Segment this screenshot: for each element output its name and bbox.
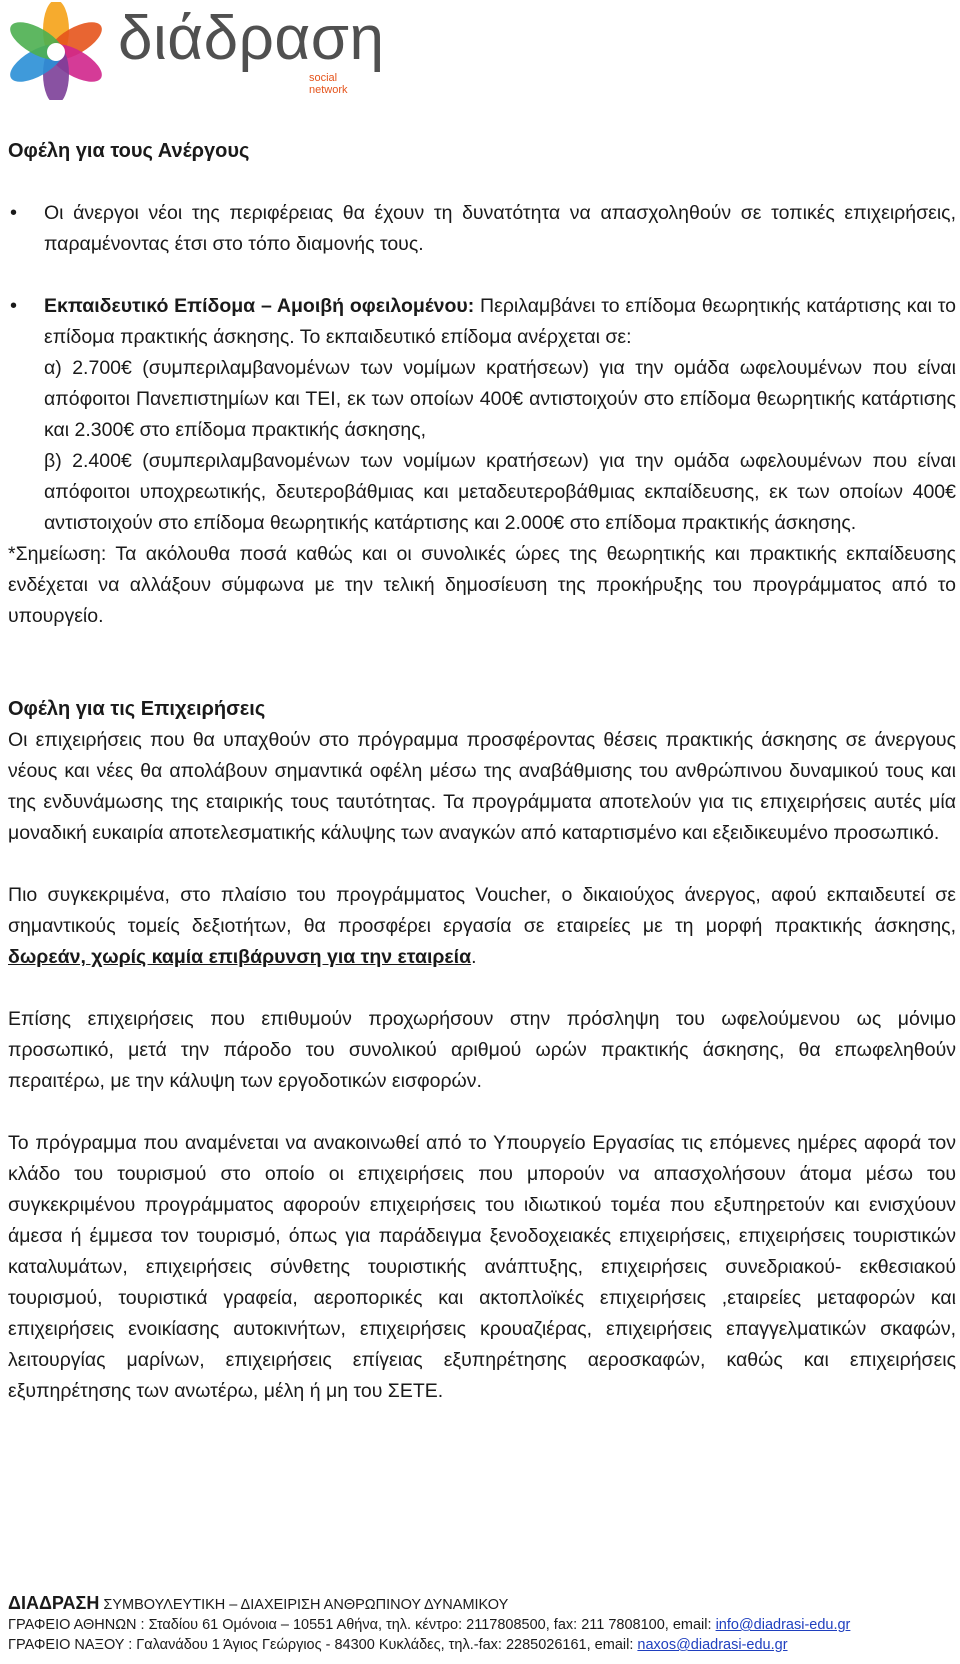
naxos-address: ΓΡΑΦΕΙΟ ΝΑΞΟΥ : Γαλανάδου 1 Άγιος Γεώργιος - 84300 Κυκλάδες, τηλ.-fax: 2285026161, email: [8,1637,638,1653]
document-body [8,136,956,1407]
footer-brand: ΔΙΑΔΡΑΣΗ [8,1593,100,1613]
paragraph-text: Πιο συγκεκριμένα, στο πλαίσιο του προγράμματος Voucher, ο δικαιούχος άνεργος, αφού εκπαιδευτεί σε σημαντικούς τομείς δεξιοτήτων, θα προσφέρει εργασία σε εταιρείες με τη μορφή πρακτικής άσκησης, [8,884,956,937]
paragraph: Επίσης επιχειρήσεις που επιθυμούν προχωρήσουν στην πρόσληψη του ωφελούμενου ως μόνιμο προσωπικό, μετά την πάροδο του συνολικού αριθμού ωρών πρακτικής άσκησης, θα επωφεληθούν περαιτέρω, με την κάλυψη των εργοδοτικών εισφορών. [8,1008,956,1092]
footer-athens-office [8,1615,956,1635]
logo-tagline: social network [309,72,348,96]
footer-naxos-office [8,1635,956,1655]
section-title-unemployed: Οφέλη για τους Ανέργους [8,140,250,162]
allowance-option-b: β) 2.400€ (συμπεριλαμβανομένων των νομίμων κρατήσεων) για την ομάδα ωφελουμένων που είναι απόφοιτοι υποχρεωτικής, δευτεροβάθμιας και μεταδευτεροβάθμιας εκπαίδευσης, εκ των οποίων 400€ αντιστοιχούν στο επίδομα θεωρητικής κατάρτισης και 2.000€ στο επίδομα πρακτικής άσκησης. [44,450,956,534]
section-title-businesses: Οφέλη για τις Επιχειρήσεις [8,698,266,720]
logo-pinwheel-icon [6,2,110,100]
footer-brand-sub: ΣΥΜΒΟΥΛΕΥΤΙΚΗ – ΔΙΑΧΕΙΡΙΣΗ ΑΝΘΡΩΠΙΝΟΥ ΔΥΝΑΜΙΚΟΥ [99,1597,509,1613]
paragraph [8,880,956,973]
logo-wordmark: διάδραση [118,4,385,73]
note-paragraph: *Σημείωση: Τα ακόλουθα ποσά καθώς και οι συνολικές ώρες της θεωρητικής και πρακτικής εκπαίδευσης ενδέχεται να αλλάξουν σύμφωνα με την τελική δημοσίευση της προκήρυξης του προγράμματος από το υπουργείο. [8,543,956,627]
footer-brand-line [8,1593,956,1615]
paragraph: Το πρόγραμμα που αναμένεται να ανακοινωθεί από το Υπουργείο Εργασίας τις επόμενες ημέρες αφορά τον κλάδο του τουρισμού στο οποίο οι επιχειρήσεις που μπορούν να απασχολήσουν άτομα μέσω του συγκεκριμένου προγράμματος αφορούν επιχειρήσεις του ιδιωτικού τομέα που εξυπηρετούν και ενισχύουν άμεσα ή έμμεσα τον τουρισμό, όπως για παράδειγμα ξενοδοχειακές επιχειρήσεις, επιχειρήσεις τουριστικών καταλυμάτων, επιχειρήσεις σύνθετης τουριστικής ανάπτυξης, επιχειρήσεις συνεδριακού- εκθεσιακού τουρισμού, τουριστικά γραφεία, αεροπορικές και ακτοπλοϊκές επιχειρήσεις ,εταιρείες μεταφορών και επιχειρήσεις ενοικίασης αυτοκινήτων, επιχειρήσεις κρουαζιέρας, επιχειρήσεις επαγγελματικών σκαφών, λειτουργίας μαρίνων, επιχειρήσεις επίγειας εξυπηρέτησης αεροσκαφών, καθώς και επιχειρήσεις εξυπηρέτησης των ανωτέρω, μέλη ή μη του ΣΕΤΕ. [8,1132,956,1402]
allowance-text: Περιλαμβάνει το επίδομα θεωρητικής κατάρτισης και το επίδομα πρακτικής άσκησης. Το εκπαιδευτικό επίδομα ανέρχεται σε: [44,295,956,348]
athens-address: ΓΡΑΦΕΙΟ ΑΘΗΝΩΝ : Σταδίου 61 Ομόνοια – 10551 Αθήνα, τηλ. κέντρο: 2117808500, fax: 211 7808100, email: [8,1617,716,1633]
emphasis-free-text: δωρεάν, χωρίς καμία επιβάρυνση για την εταιρεία [8,946,472,968]
paragraph-end: . [471,946,477,968]
bullet-text: Οι άνεργοι νέοι της περιφέρειας θα έχουν τη δυνατότητα να απασχοληθούν σε τοπικές επιχειρήσεις, παραμένοντας έτσι στο τόπο διαμονής τους. [44,202,956,255]
list-item [8,291,956,539]
footer [8,1593,956,1655]
paragraph: Οι επιχειρήσεις που θα υπαχθούν στο πρόγραμμα προσφέροντας θέσεις πρακτικής άσκησης σε άνεργους νέους και νέες θα απολάβουν σημαντικά οφέλη μέσω της αναβάθμισης του ανθρώπινου δυναμικού τους και της ενδυνάμωσης της εταιρικής τους ταυτότητας. Τα προγράμματα αποτελούν για τις επιχειρήσεις αυτές μία μοναδική ευκαιρία αποτελεσματικής κάλυψης των αναγκών από καταρτισμένο και εξειδικευμένο προσωπικό. [8,729,956,844]
allowance-heading: Εκπαιδευτικό Επίδομα – Αμοιβή οφειλομένου: [44,295,475,317]
naxos-email-link[interactable]: naxos@diadrasi-edu.gr [637,1637,788,1653]
logo [6,2,385,102]
athens-email-link[interactable]: info@diadrasi-edu.gr [715,1617,851,1633]
list-item [8,198,956,260]
benefits-list [8,198,956,539]
allowance-option-a: α) 2.700€ (συμπεριλαμβανομένων των νομίμων κρατήσεων) για την ομάδα ωφελουμένων που είναι απόφοιτοι Πανεπιστημίων και ΤΕΙ, εκ των οποίων 400€ αντιστοιχούν στο επίδομα θεωρητικής κατάρτισης και 2.300€ στο επίδομα πρακτικής άσκησης, [44,357,956,441]
